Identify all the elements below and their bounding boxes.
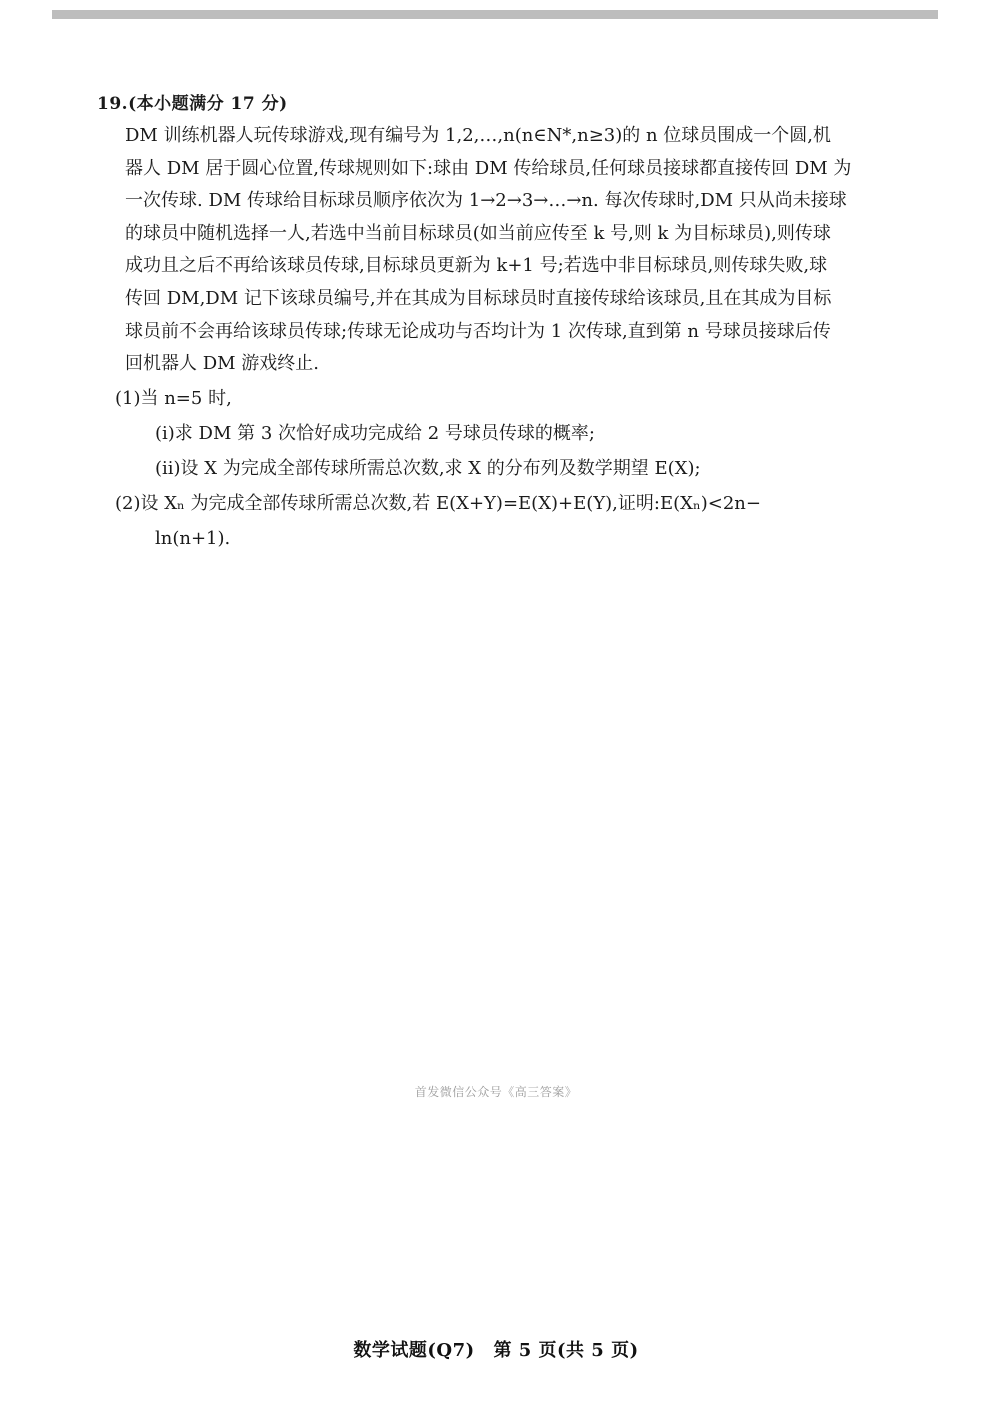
question-body (125, 120, 885, 381)
body-line: 的球员中随机选择一人,若选中当前目标球员(如当前应传至 k 号,则 k 为目标球员),则传球 (125, 222, 831, 244)
part-1-label: (1)当 n=5 时, (115, 387, 232, 409)
footer-subject: 数学试题(Q7) (353, 1340, 475, 1361)
part-1-i: (ⅰ)求 DM 第 3 次恰好成功完成给 2 号球员传球的概率; (155, 422, 595, 444)
question-19 (97, 88, 887, 556)
body-line: 回机器人 DM 游戏终止. (125, 353, 320, 375)
part-1-ii: (ⅱ)设 X 为完成全部传球所需总次数,求 X 的分布列及数学期望 E(X); (155, 457, 701, 479)
footer-page-number: 第 5 页(共 5 页) (493, 1340, 639, 1361)
body-line: 一次传球. DM 传球给目标球员顺序依次为 1→2→3→…→n. 每次传球时,DM 只从尚未接球 (125, 190, 847, 212)
body-line: 球员前不会再给该球员传球;传球无论成功与否均计为 1 次传球,直到第 n 号球员接球后传 (125, 320, 831, 342)
body-line: 成功且之后不再给该球员传球,目标球员更新为 k+1 号;若选中非目标球员,则传球失败,球 (125, 255, 828, 277)
watermark: 首发微信公众号《高三答案》 (414, 1085, 578, 1099)
part-2 (115, 486, 885, 556)
body-line: 器人 DM 居于圆心位置,传球规则如下:球由 DM 传给球员,任何球员接球都直接传回 DM 为 (125, 157, 852, 179)
top-rule (52, 10, 938, 19)
page-footer (0, 1336, 992, 1362)
part-2-line-2: ln(n+1). (155, 527, 231, 549)
body-line: 传回 DM,DM 记下该球员编号,并在其成为目标球员时直接传球给该球员,且在其成为目标 (125, 287, 832, 309)
body-line: DM 训练机器人玩传球游戏,现有编号为 1,2,…,n(n∈N*,n≥3)的 n 位球员围成一个圆,机 (125, 125, 832, 146)
question-heading: 19.(本小题满分 17 分) (97, 94, 288, 114)
part-2-line-1: (2)设 Xₙ 为完成全部传球所需总次数,若 E(X+Y)=E(X)+E(Y),证明:E(Xₙ)<2n− (115, 492, 761, 514)
